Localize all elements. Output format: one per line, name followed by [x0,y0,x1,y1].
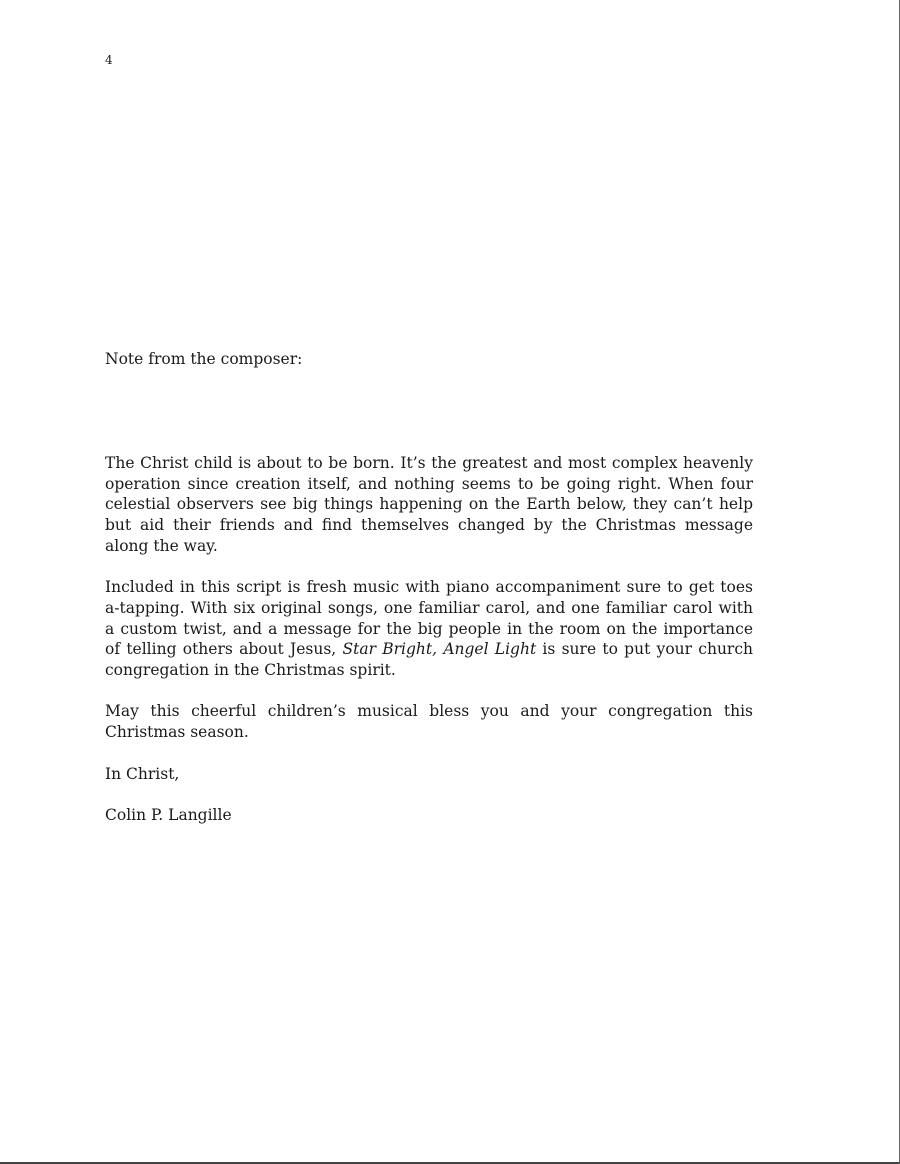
paragraph-music-lead: Included in this script is fresh music with piano accompaniment sure to get toes a-tapping. With six original songs, one familiar carol, and one familiar carol with a custom twist, and a message for the big people in the room on the importance of telling others about Jesus, [105,578,753,659]
closing-line: In Christ, [105,764,180,783]
signature: Colin P. Langille [105,805,232,824]
paragraph-blessing: May this cheerful children’s musical bless you and your congregation this Christmas season. [105,702,753,742]
composer-note-body [105,453,753,846]
paragraph-music [105,577,753,681]
page-number: 4 [105,53,113,67]
paragraph-intro: The Christ child is about to be born. It’s the greatest and most complex heavenly operation since creation itself, and nothing seems to be going right. When four celestial observers see big things happening on the Earth below, they can’t help but aid their friends and find themselves changed by the Christmas message along the way. [105,454,753,555]
note-heading: Note from the composer: [105,350,303,368]
paragraph-music-tail: is sure to put your church congregation in the Christmas spirit. [105,640,754,680]
musical-title: Star Bright, Angel Light [342,640,537,659]
